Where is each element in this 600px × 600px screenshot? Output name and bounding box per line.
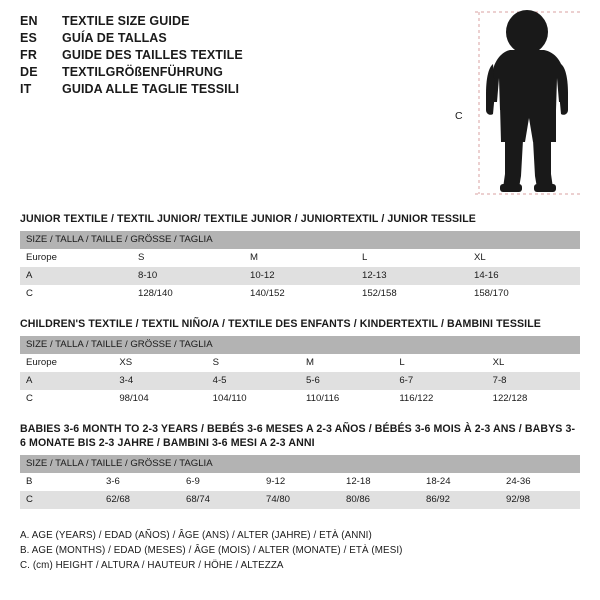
table-row — [20, 390, 580, 408]
row-label: Europe — [20, 249, 132, 267]
cell: L — [393, 354, 486, 372]
cell: 7-8 — [487, 372, 580, 390]
cell: 98/104 — [113, 390, 206, 408]
cell: 62/68 — [100, 491, 180, 509]
section-junior — [20, 212, 580, 303]
language-row — [20, 82, 440, 96]
size-table-babies — [20, 455, 580, 509]
table-header-row — [20, 231, 580, 249]
cell: 80/86 — [340, 491, 420, 509]
section-title: CHILDREN'S TEXTILE / TEXTIL NIÑO/A / TEXTILE DES ENFANTS / KINDERTEXTIL / BAMBINI TESSILE — [20, 318, 541, 330]
size-tables — [20, 212, 580, 523]
cell: XL — [487, 354, 580, 372]
cell: L — [356, 249, 468, 267]
table-header-row — [20, 336, 580, 354]
language-title: TEXTILE SIZE GUIDE — [62, 14, 190, 28]
section-children — [20, 317, 580, 408]
cell: 12-13 — [356, 267, 468, 285]
table-header-label: SIZE / TALLA / TAILLE / GRÖSSE / TAGLIA — [20, 455, 580, 473]
cell: 86/92 — [420, 491, 500, 509]
language-code: FR — [20, 48, 38, 62]
language-header — [20, 14, 440, 99]
cell: M — [244, 249, 356, 267]
language-code: ES — [20, 31, 38, 45]
language-title: GUÍA DE TALLAS — [62, 31, 167, 45]
language-title: GUIDE DES TAILLES TEXTILE — [62, 48, 243, 62]
cell: 116/122 — [393, 390, 486, 408]
cell: 140/152 — [244, 285, 356, 303]
cell: 5-6 — [300, 372, 393, 390]
language-row — [20, 48, 440, 62]
cell: 4-5 — [207, 372, 300, 390]
language-title: TEXTILGRÖßENFÜHRUNG — [62, 65, 223, 79]
row-label: B — [20, 473, 100, 491]
size-table-children — [20, 336, 580, 408]
language-row — [20, 14, 440, 28]
cell: XS — [113, 354, 206, 372]
table-row — [20, 267, 580, 285]
table-row — [20, 285, 580, 303]
cell: 110/116 — [300, 390, 393, 408]
child-silhouette-icon — [455, 6, 590, 201]
table-header-label: SIZE / TALLA / TAILLE / GRÖSSE / TAGLIA — [20, 231, 580, 249]
cell: 68/74 — [180, 491, 260, 509]
cell: 6-9 — [180, 473, 260, 491]
table-row — [20, 249, 580, 267]
cell: 9-12 — [260, 473, 340, 491]
cell: 6-7 — [393, 372, 486, 390]
cell: 152/158 — [356, 285, 468, 303]
cell: 3-4 — [113, 372, 206, 390]
cell: 3-6 — [100, 473, 180, 491]
footnote-b: B. AGE (MONTHS) / EDAD (MESES) / ÂGE (MOIS) / ALTER (MONATE) / ETÀ (MESI) — [20, 545, 403, 556]
row-label: C — [20, 285, 132, 303]
cell: 158/170 — [468, 285, 580, 303]
row-label: A — [20, 267, 132, 285]
size-table-junior — [20, 231, 580, 303]
language-code: IT — [20, 82, 32, 96]
cell: 12-18 — [340, 473, 420, 491]
language-row — [20, 31, 440, 45]
cell: 14-16 — [468, 267, 580, 285]
language-row — [20, 65, 440, 79]
section-title: JUNIOR TEXTILE / TEXTIL JUNIOR/ TEXTILE JUNIOR / JUNIORTEXTIL / JUNIOR TESSILE — [20, 213, 476, 225]
cell: 92/98 — [500, 491, 580, 509]
measure-label-c: C — [455, 110, 463, 122]
language-code: EN — [20, 14, 38, 28]
measurement-figure — [455, 6, 590, 201]
table-row — [20, 491, 580, 509]
footnote-a: A. AGE (YEARS) / EDAD (AÑOS) / ÂGE (ANS) / ALTER (JAHRE) / ETÀ (ANNI) — [20, 530, 372, 541]
row-label: C — [20, 491, 100, 509]
cell: 8-10 — [132, 267, 244, 285]
table-header-row — [20, 455, 580, 473]
row-label: Europe — [20, 354, 113, 372]
cell: 122/128 — [487, 390, 580, 408]
cell: 128/140 — [132, 285, 244, 303]
language-title: GUIDA ALLE TAGLIE TESSILI — [62, 82, 240, 96]
table-row — [20, 473, 580, 491]
table-row — [20, 372, 580, 390]
cell: 104/110 — [207, 390, 300, 408]
cell: S — [207, 354, 300, 372]
row-label: C — [20, 390, 113, 408]
table-row — [20, 354, 580, 372]
cell: 10-12 — [244, 267, 356, 285]
language-code: DE — [20, 65, 38, 79]
cell: S — [132, 249, 244, 267]
cell: XL — [468, 249, 580, 267]
table-header-label: SIZE / TALLA / TAILLE / GRÖSSE / TAGLIA — [20, 336, 580, 354]
cell: M — [300, 354, 393, 372]
section-babies — [20, 422, 580, 509]
footnotes — [20, 528, 580, 573]
footnote-c: C. (cm) HEIGHT / ALTURA / HAUTEUR / HÖHE / ALTEZZA — [20, 560, 284, 571]
cell: 74/80 — [260, 491, 340, 509]
silhouette-body — [486, 10, 568, 192]
cell: 18-24 — [420, 473, 500, 491]
section-title: BABIES 3-6 MONTH TO 2-3 YEARS / BEBÉS 3-6 MESES A 2-3 AÑOS / BÉBÉS 3-6 MOIS À 2-3 ANS / BABYS 3-6 MONATE BIS 2-3 JAHRE / BAMBINI 3-6 MESI A 2-3 ANNI — [20, 423, 576, 449]
cell: 24-36 — [500, 473, 580, 491]
row-label: A — [20, 372, 113, 390]
